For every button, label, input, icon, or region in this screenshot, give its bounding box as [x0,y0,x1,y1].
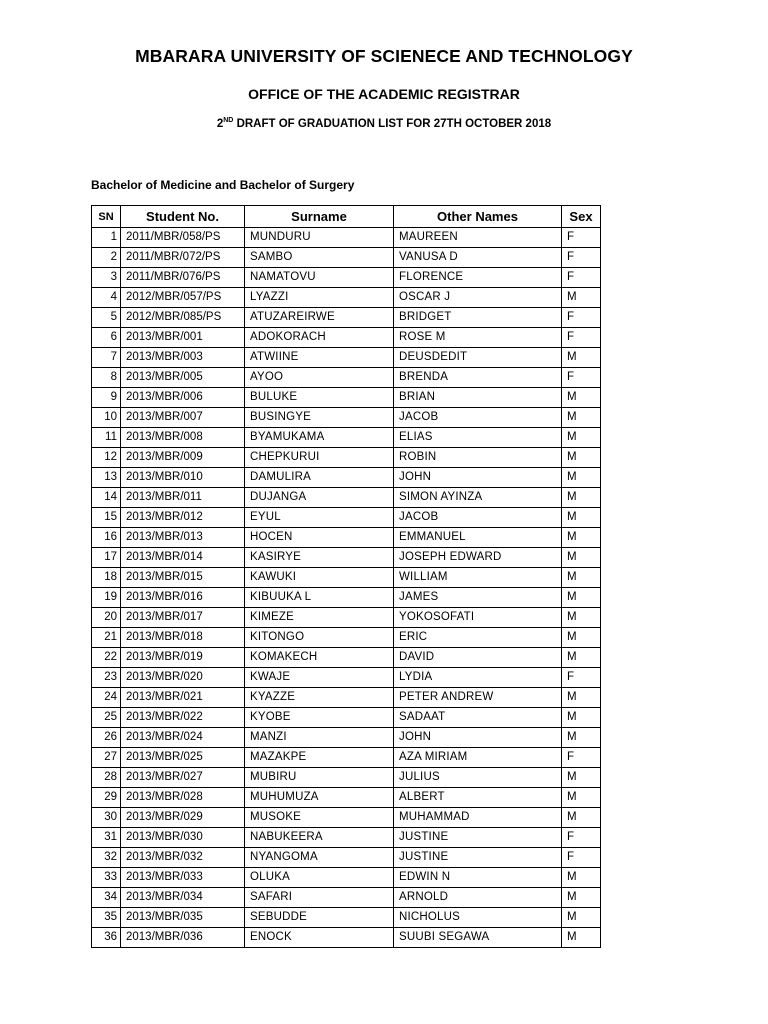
cell-sn: 27 [92,748,121,768]
cell-other-names: BRIDGET [394,308,562,328]
cell-sn: 15 [92,508,121,528]
cell-sex: M [562,908,601,928]
cell-student-no: 2013/MBR/022 [121,708,245,728]
cell-sex: M [562,428,601,448]
cell-surname: LYAZZI [245,288,394,308]
cell-surname: NABUKEERA [245,828,394,848]
cell-other-names: LYDIA [394,668,562,688]
cell-surname: HOCEN [245,528,394,548]
cell-sn: 6 [92,328,121,348]
table-row [92,568,601,588]
table-row [92,908,601,928]
table-row [92,928,601,948]
table-row [92,748,601,768]
cell-surname: KWAJE [245,668,394,688]
cell-other-names: JUSTINE [394,828,562,848]
cell-other-names: ROSE M [394,328,562,348]
cell-surname: CHEPKURUI [245,448,394,468]
cell-sex: M [562,648,601,668]
cell-surname: BYAMUKAMA [245,428,394,448]
table-row [92,848,601,868]
cell-student-no: 2013/MBR/034 [121,888,245,908]
table-row [92,508,601,528]
table-row [92,268,601,288]
cell-surname: MANZI [245,728,394,748]
cell-sn: 5 [92,308,121,328]
cell-sex: M [562,628,601,648]
cell-sn: 25 [92,708,121,728]
cell-other-names: JULIUS [394,768,562,788]
cell-student-no: 2013/MBR/005 [121,368,245,388]
draft-superscript: ND [223,117,234,124]
cell-surname: ATUZAREIRWE [245,308,394,328]
table-header-row [92,206,601,228]
cell-student-no: 2013/MBR/025 [121,748,245,768]
cell-other-names: SADAAT [394,708,562,728]
table-row [92,668,601,688]
cell-student-no: 2013/MBR/033 [121,868,245,888]
cell-sn: 1 [92,228,121,248]
table-row [92,788,601,808]
cell-sex: F [562,268,601,288]
cell-surname: DUJANGA [245,488,394,508]
cell-sex: M [562,408,601,428]
cell-surname: MUNDURU [245,228,394,248]
cell-sn: 36 [92,928,121,948]
table-row [92,488,601,508]
table-row [92,628,601,648]
cell-surname: MAZAKPE [245,748,394,768]
cell-sex: F [562,368,601,388]
cell-student-no: 2013/MBR/027 [121,768,245,788]
cell-sn: 24 [92,688,121,708]
column-header-sex: Sex [562,206,601,228]
cell-sn: 9 [92,388,121,408]
cell-sn: 31 [92,828,121,848]
cell-surname: ADOKORACH [245,328,394,348]
cell-sn: 23 [92,668,121,688]
cell-surname: SAFARI [245,888,394,908]
cell-other-names: ALBERT [394,788,562,808]
cell-sex: M [562,788,601,808]
cell-surname: ENOCK [245,928,394,948]
cell-sex: F [562,308,601,328]
cell-sn: 2 [92,248,121,268]
cell-sex: M [562,808,601,828]
table-row [92,388,601,408]
table-row [92,288,601,308]
cell-other-names: BRENDA [394,368,562,388]
cell-sex: F [562,328,601,348]
cell-sn: 14 [92,488,121,508]
cell-sex: F [562,228,601,248]
table-row [92,228,601,248]
cell-sex: F [562,668,601,688]
table-row [92,828,601,848]
cell-sex: M [562,388,601,408]
cell-sex: M [562,468,601,488]
cell-other-names: MAUREEN [394,228,562,248]
cell-student-no: 2013/MBR/008 [121,428,245,448]
cell-sex: M [562,568,601,588]
cell-student-no: 2013/MBR/028 [121,788,245,808]
table-body [92,228,601,948]
program-title: Bachelor of Medicine and Bachelor of Surgery [91,178,355,192]
cell-student-no: 2013/MBR/006 [121,388,245,408]
cell-student-no: 2013/MBR/016 [121,588,245,608]
table-row [92,648,601,668]
table-row [92,868,601,888]
cell-sn: 3 [92,268,121,288]
cell-surname: EYUL [245,508,394,528]
cell-sex: M [562,488,601,508]
cell-other-names: EDWIN N [394,868,562,888]
cell-other-names: AZA MIRIAM [394,748,562,768]
cell-sn: 11 [92,428,121,448]
cell-surname: KASIRYE [245,548,394,568]
cell-sex: F [562,248,601,268]
cell-other-names: PETER ANDREW [394,688,562,708]
table-row [92,888,601,908]
cell-other-names: NICHOLUS [394,908,562,928]
cell-student-no: 2013/MBR/029 [121,808,245,828]
cell-student-no: 2013/MBR/035 [121,908,245,928]
graduation-table [91,205,601,948]
cell-surname: MUSOKE [245,808,394,828]
cell-student-no: 2011/MBR/058/PS [121,228,245,248]
cell-sn: 18 [92,568,121,588]
cell-surname: NAMATOVU [245,268,394,288]
cell-sex: M [562,288,601,308]
cell-student-no: 2013/MBR/020 [121,668,245,688]
cell-surname: SAMBO [245,248,394,268]
cell-sex: M [562,928,601,948]
cell-surname: MUBIRU [245,768,394,788]
cell-sex: M [562,768,601,788]
table-row [92,248,601,268]
cell-student-no: 2012/MBR/057/PS [121,288,245,308]
cell-sn: 30 [92,808,121,828]
cell-surname: KOMAKECH [245,648,394,668]
cell-other-names: OSCAR J [394,288,562,308]
cell-sex: M [562,448,601,468]
cell-sn: 34 [92,888,121,908]
cell-student-no: 2013/MBR/003 [121,348,245,368]
cell-sex: M [562,508,601,528]
cell-student-no: 2013/MBR/001 [121,328,245,348]
cell-surname: ATWIINE [245,348,394,368]
table-row [92,428,601,448]
cell-surname: KIMEZE [245,608,394,628]
table-row [92,808,601,828]
cell-sex: M [562,608,601,628]
cell-sex: M [562,868,601,888]
cell-other-names: JACOB [394,508,562,528]
cell-sn: 35 [92,908,121,928]
cell-sn: 29 [92,788,121,808]
cell-sn: 4 [92,288,121,308]
cell-other-names: SIMON AYINZA [394,488,562,508]
cell-other-names: MUHAMMAD [394,808,562,828]
cell-sn: 17 [92,548,121,568]
cell-other-names: DEUSDEDIT [394,348,562,368]
cell-sex: F [562,748,601,768]
table-row [92,608,601,628]
cell-surname: SEBUDDE [245,908,394,928]
table-row [92,588,601,608]
cell-other-names: YOKOSOFATI [394,608,562,628]
cell-other-names: DAVID [394,648,562,668]
table-row [92,688,601,708]
cell-student-no: 2013/MBR/013 [121,528,245,548]
cell-student-no: 2013/MBR/012 [121,508,245,528]
cell-student-no: 2013/MBR/032 [121,848,245,868]
cell-other-names: JUSTINE [394,848,562,868]
table-row [92,768,601,788]
draft-rest: DRAFT OF GRADUATION LIST FOR 27TH OCTOBER 2018 [233,118,552,130]
table-row [92,468,601,488]
cell-other-names: JOHN [394,728,562,748]
cell-surname: OLUKA [245,868,394,888]
cell-student-no: 2013/MBR/017 [121,608,245,628]
cell-sex: F [562,828,601,848]
column-header-student-no: Student No. [121,206,245,228]
column-header-other-names: Other Names [394,206,562,228]
cell-sn: 28 [92,768,121,788]
cell-sn: 13 [92,468,121,488]
cell-other-names: EMMANUEL [394,528,562,548]
cell-student-no: 2013/MBR/009 [121,448,245,468]
cell-other-names: FLORENCE [394,268,562,288]
column-header-surname: Surname [245,206,394,228]
office-title: OFFICE OF THE ACADEMIC REGISTRAR [248,86,520,102]
table-row [92,308,601,328]
cell-sn: 12 [92,448,121,468]
cell-sn: 7 [92,348,121,368]
cell-other-names: JAMES [394,588,562,608]
cell-sn: 19 [92,588,121,608]
cell-student-no: 2013/MBR/024 [121,728,245,748]
table-row [92,368,601,388]
cell-surname: NYANGOMA [245,848,394,868]
cell-surname: KAWUKI [245,568,394,588]
cell-surname: KITONGO [245,628,394,648]
cell-student-no: 2013/MBR/014 [121,548,245,568]
cell-other-names: BRIAN [394,388,562,408]
cell-sex: M [562,728,601,748]
table-row [92,408,601,428]
cell-sn: 10 [92,408,121,428]
cell-student-no: 2012/MBR/085/PS [121,308,245,328]
cell-surname: BULUKE [245,388,394,408]
cell-surname: KYAZZE [245,688,394,708]
cell-student-no: 2013/MBR/015 [121,568,245,588]
cell-surname: DAMULIRA [245,468,394,488]
cell-sn: 8 [92,368,121,388]
cell-student-no: 2013/MBR/036 [121,928,245,948]
table-row [92,728,601,748]
cell-sex: F [562,848,601,868]
cell-other-names: ERIC [394,628,562,648]
cell-student-no: 2013/MBR/007 [121,408,245,428]
cell-student-no: 2013/MBR/010 [121,468,245,488]
cell-student-no: 2013/MBR/011 [121,488,245,508]
cell-surname: MUHUMUZA [245,788,394,808]
cell-surname: AYOO [245,368,394,388]
cell-sn: 21 [92,628,121,648]
cell-sn: 26 [92,728,121,748]
column-header-sn: SN [92,206,121,228]
cell-sex: M [562,588,601,608]
cell-student-no: 2013/MBR/030 [121,828,245,848]
cell-other-names: ELIAS [394,428,562,448]
cell-other-names: JACOB [394,408,562,428]
cell-sex: M [562,888,601,908]
cell-student-no: 2013/MBR/019 [121,648,245,668]
cell-surname: KIBUUKA L [245,588,394,608]
draft-title [0,118,768,130]
cell-sn: 20 [92,608,121,628]
cell-other-names: ARNOLD [394,888,562,908]
cell-sex: M [562,348,601,368]
cell-sex: M [562,708,601,728]
table-row [92,548,601,568]
table-row [92,328,601,348]
cell-sn: 33 [92,868,121,888]
cell-surname: BUSINGYE [245,408,394,428]
cell-other-names: ROBIN [394,448,562,468]
cell-surname: KYOBE [245,708,394,728]
university-title: MBARARA UNIVERSITY OF SCIENECE AND TECHNOLOGY [135,46,633,66]
cell-other-names: SUUBI SEGAWA [394,928,562,948]
draft-prefix: 2 [216,118,224,130]
cell-other-names: JOHN [394,468,562,488]
cell-sn: 16 [92,528,121,548]
cell-student-no: 2013/MBR/021 [121,688,245,708]
cell-sex: M [562,528,601,548]
table-row [92,528,601,548]
table-row [92,708,601,728]
cell-sn: 32 [92,848,121,868]
cell-student-no: 2011/MBR/076/PS [121,268,245,288]
cell-sex: M [562,548,601,568]
table-row [92,348,601,368]
cell-sn: 22 [92,648,121,668]
cell-student-no: 2011/MBR/072/PS [121,248,245,268]
cell-sex: M [562,688,601,708]
cell-other-names: JOSEPH EDWARD [394,548,562,568]
cell-student-no: 2013/MBR/018 [121,628,245,648]
cell-other-names: VANUSA D [394,248,562,268]
table-row [92,448,601,468]
cell-other-names: WILLIAM [394,568,562,588]
